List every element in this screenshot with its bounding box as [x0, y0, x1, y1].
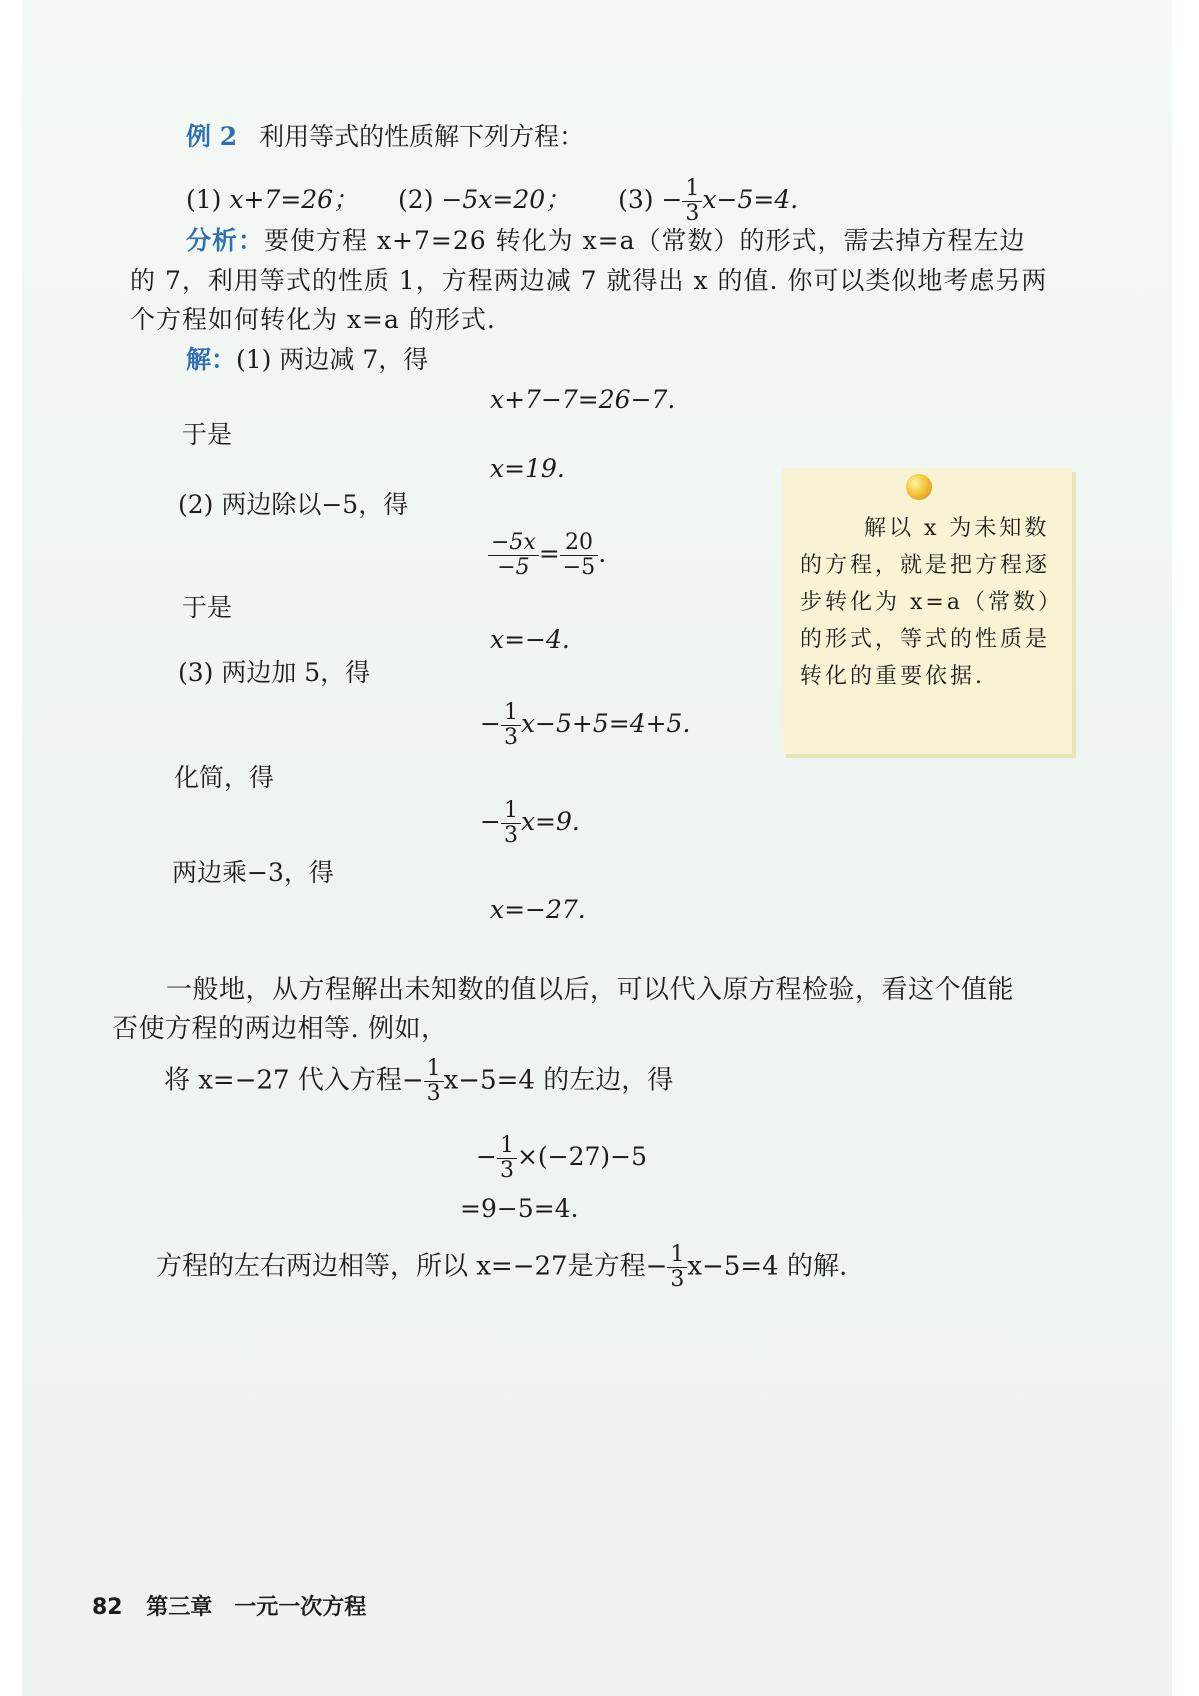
conclusion-fraction-num: 1 [667, 1244, 687, 1268]
conclusion-fraction [667, 1244, 687, 1291]
calc1-sign: − [476, 1142, 497, 1171]
substitution-fraction-den: 3 [426, 1081, 441, 1106]
simplify-equation [480, 800, 580, 847]
analysis-label: 分析： [186, 226, 265, 255]
eq3-sign: − [661, 185, 683, 214]
equation-list [186, 178, 798, 225]
step3-fraction-den: 3 [503, 725, 518, 750]
step2-left-num: −5x [488, 532, 539, 556]
eq1: x+7=26； [229, 185, 359, 214]
example-title: 利用等式的性质解下列方程： [259, 122, 585, 151]
step2-then: 于是 [182, 593, 233, 622]
conclusion-fraction-den: 3 [670, 1267, 685, 1292]
page-footer [92, 1590, 366, 1621]
step2-right-num: 20 [560, 532, 598, 556]
page-number: 82 [92, 1595, 123, 1620]
chapter-title: 第三章 一元一次方程 [146, 1595, 367, 1620]
simplify-fraction-den: 3 [503, 823, 518, 848]
eq3-tag: (3) [618, 185, 654, 214]
step3-fraction [501, 702, 521, 749]
substitution-line [164, 1058, 673, 1105]
conclusion-rest: x−5=4 的解. [687, 1251, 848, 1282]
multiply-label: 两边乘−3，得 [172, 858, 334, 887]
pushpin-icon [906, 474, 932, 500]
substitution-text: 将 x=−27 代入方程− [164, 1065, 424, 1096]
step1-then: 于是 [182, 420, 233, 449]
step2-left-fraction [488, 532, 539, 579]
simplify-fraction [501, 800, 521, 847]
step2-equals: = [538, 539, 560, 568]
step1-equation: x+7−7=26−7. [490, 385, 676, 414]
solution-step-1-intro [186, 347, 428, 372]
example-heading [186, 124, 584, 149]
step2-equation [488, 532, 606, 579]
substitution-rest: x−5=4 的左边，得 [443, 1065, 674, 1096]
step2-right-den: −5 [562, 555, 596, 580]
substitution-fraction-num: 1 [424, 1058, 444, 1082]
check-paragraph-1: 一般地，从方程解出未知数的值以后，可以代入原方程检验，看这个值能 [166, 975, 1015, 1005]
step2-intro: (2) 两边除以−5，得 [178, 490, 409, 519]
calc1-fraction-num: 1 [497, 1135, 517, 1159]
simplify-fraction-num: 1 [501, 800, 521, 824]
simplify-label: 化简，得 [174, 763, 275, 792]
simplify-rest: x=9. [520, 807, 580, 836]
step2-result: x=−4. [490, 625, 570, 654]
note-text: 解以 x 为未知数的方程，就是把方程逐步转化为 x=a（常数）的形式，等式的性质是转化的重要依据. [800, 516, 1052, 689]
step3-sign: − [480, 709, 501, 738]
step3-rest: x−5+5=4+5. [520, 709, 691, 738]
step2-left-den: −5 [497, 555, 530, 580]
step3-result: x=−27. [490, 895, 586, 924]
step3-fraction-num: 1 [501, 702, 521, 726]
eq1-tag: (1) [186, 185, 222, 214]
calc1-rest: ×(−27)−5 [516, 1142, 648, 1171]
check-calc-2: =9−5=4. [460, 1194, 579, 1223]
analysis-line-1 [186, 228, 1026, 253]
step1-result: x=19. [490, 454, 565, 483]
step3-intro: (3) 两边加 5，得 [178, 658, 371, 687]
step1-intro-text: (1) 两边减 7，得 [236, 345, 429, 374]
step2-right-fraction [560, 532, 598, 579]
calc1-fraction [497, 1135, 517, 1182]
check-calc-1 [476, 1135, 647, 1182]
step2-period: . [598, 539, 607, 568]
simplify-sign: − [480, 807, 501, 836]
eq3-fraction-num: 1 [682, 178, 702, 202]
solution-label: 解： [186, 345, 237, 374]
step3-equation [480, 702, 690, 749]
eq2: −5x=20； [441, 185, 571, 214]
eq2-tag: (2) [398, 185, 434, 214]
eq3-fraction [682, 178, 702, 225]
eq3-fraction-den: 3 [685, 201, 700, 226]
example-label: 例 2 [186, 122, 238, 151]
eq3-rest: x−5=4. [702, 185, 799, 214]
calc1-fraction-den: 3 [499, 1158, 514, 1183]
sticky-note [782, 468, 1072, 754]
conclusion-text: 方程的左右两边相等，所以 x=−27是方程− [156, 1251, 668, 1282]
analysis-text-1: 要使方程 x+7=26 转化为 x=a（常数）的形式，需去掉方程左边 [264, 226, 1026, 255]
substitution-fraction [424, 1058, 444, 1105]
analysis-line-2: 的 7，利用等式的性质 1，方程两边减 7 就得出 x 的值. 你可以类似地考虑另两 [130, 266, 1048, 295]
conclusion-line [156, 1244, 847, 1291]
check-paragraph-2: 否使方程的两边相等. 例如， [112, 1014, 448, 1044]
analysis-line-3: 个方程如何转化为 x=a 的形式. [130, 305, 496, 334]
